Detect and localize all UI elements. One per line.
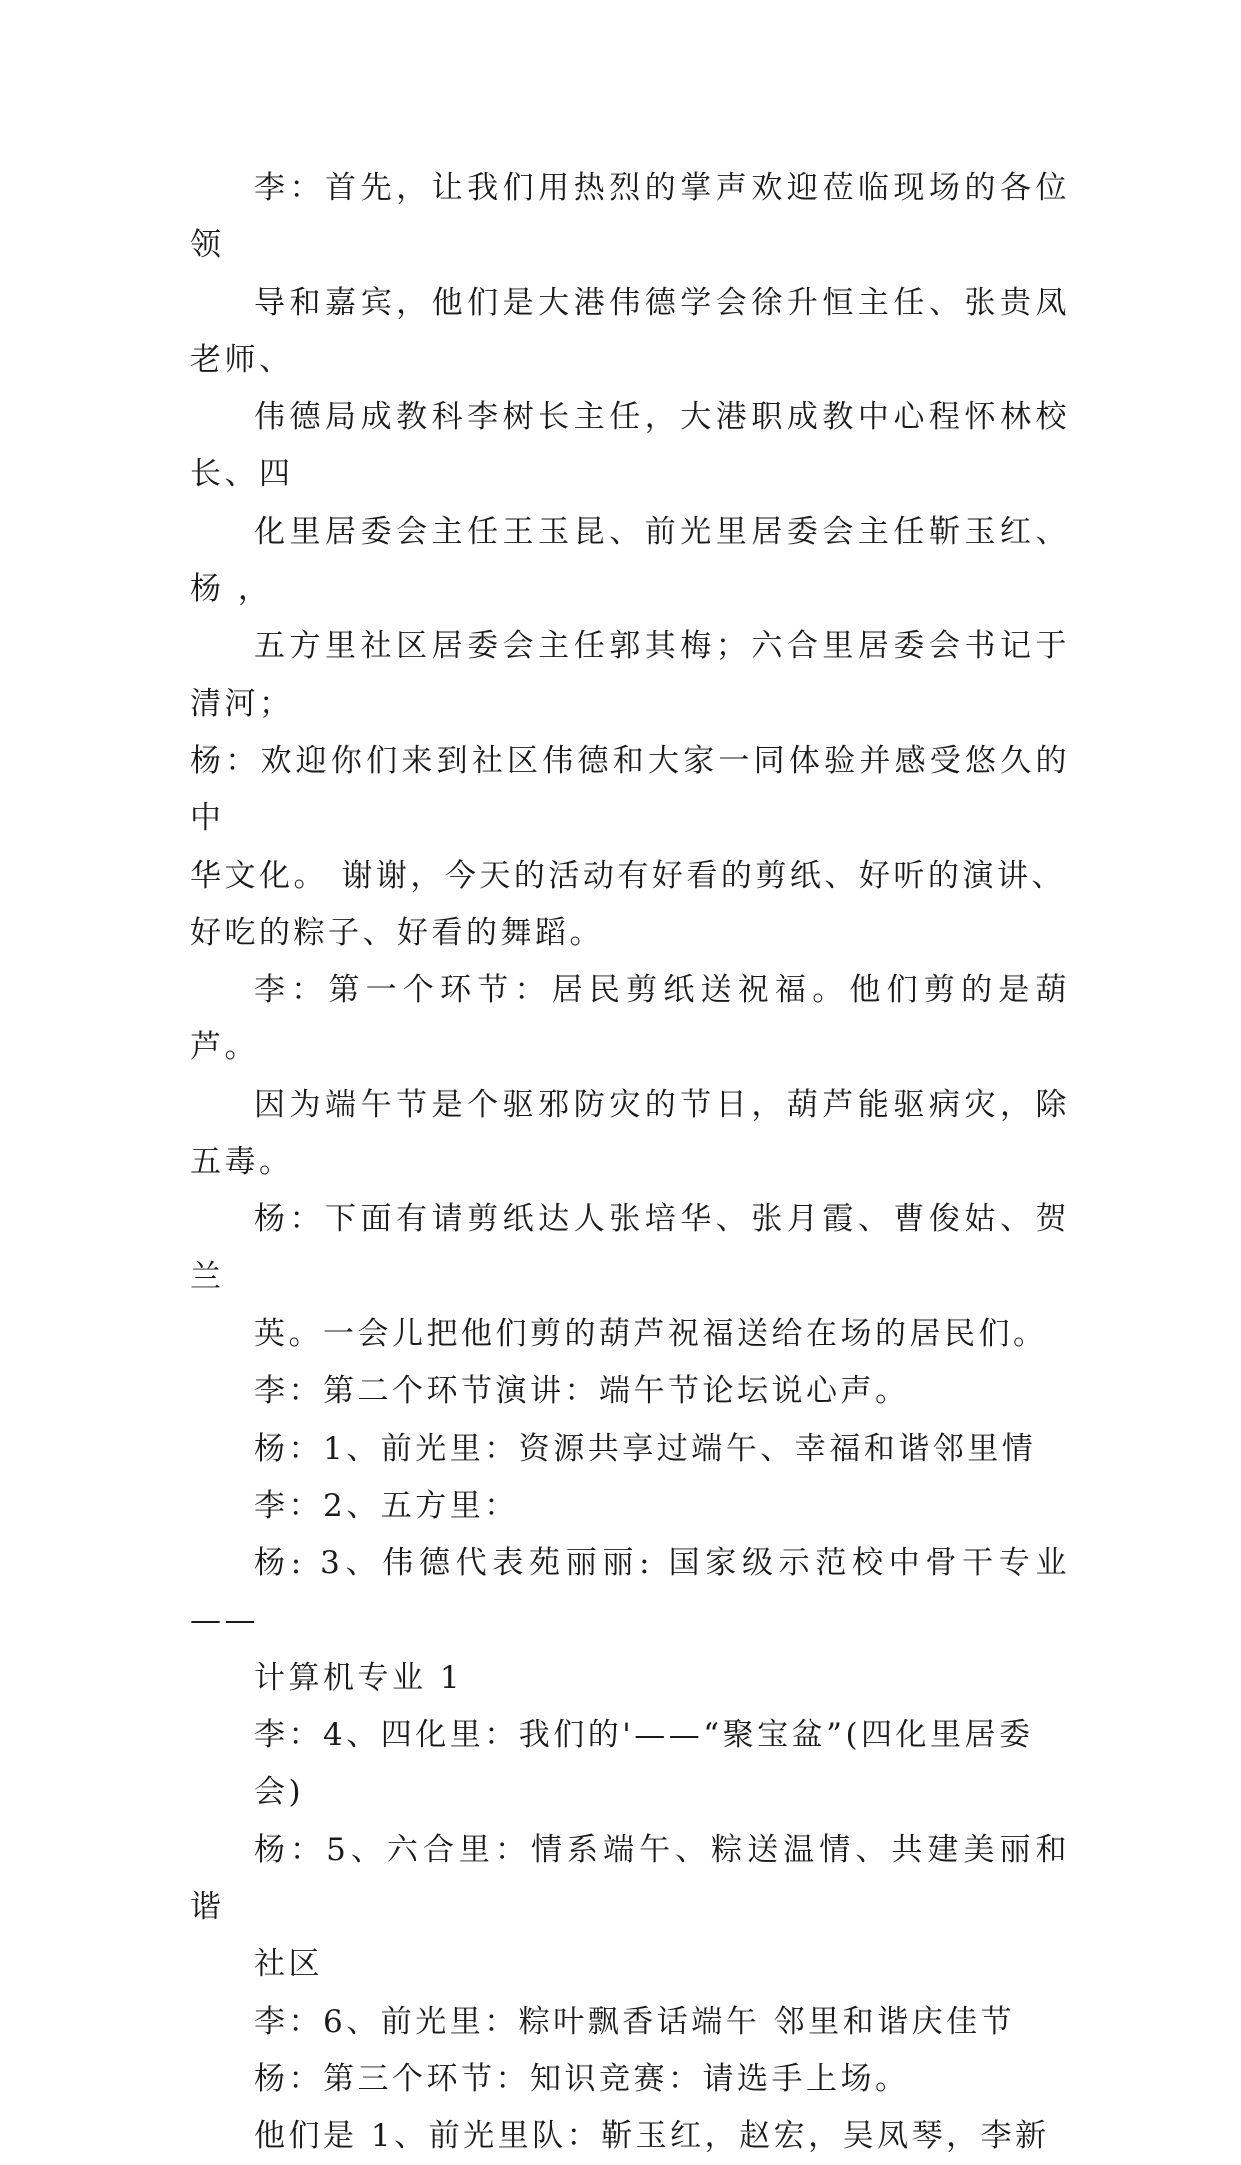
paragraph: [190, 1421, 1070, 1478]
text-line: 李：6、前光里：粽叶飘香话端午 邻里和谐庆佳节: [254, 2003, 1016, 2040]
paragraph: [190, 160, 1070, 733]
text-line: 杨：5、六合里：情系端午、粽送温情、共建美丽和谐: [190, 1831, 1070, 1925]
text-line: 因为端午节是个驱邪防灾的节日，葫芦能驱病灾，除五毒。: [190, 1086, 1070, 1181]
paragraph: [190, 1994, 1070, 2051]
text-line: 化里居委会主任王玉昆、前光里居委会主任靳玉红、杨 ，: [190, 513, 1070, 608]
text-line: 会): [254, 1774, 305, 1811]
text-line: 李：第二个环节演讲：端午节论坛说心声。: [254, 1373, 910, 1410]
paragraph: [190, 962, 1070, 1191]
text-line: 李：首先，让我们用热烈的掌声欢迎莅临现场的各位领: [190, 170, 1070, 264]
text-line: 李：2、五方里：: [254, 1487, 519, 1524]
text-line: 英。一会儿把他们剪的葫芦祝福送给在场的居民们。: [254, 1315, 1048, 1352]
text-line: 五方里社区居委会主任郭其梅；六合里居委会书记于清河；: [190, 628, 1070, 722]
paragraph: [190, 1707, 1070, 1822]
text-line: 计算机专业 1: [254, 1659, 464, 1696]
text-line: 他们是 1、前光里队：靳玉红，赵宏，吴凤琴，李新: [254, 2118, 1050, 2155]
paragraph: [190, 1535, 1070, 1707]
text-line: 杨：1、前光里：资源共享过端午、幸福和谐邻里情: [254, 1430, 1037, 1467]
text-line: 杨：欢迎你们来到社区伟德和大家一同体验并感受悠久的中: [190, 742, 1070, 837]
text-line: 李：4、四化里：我们的'——“聚宝盆”(四化里居委: [254, 1717, 1034, 1754]
text-line: 杨: 3、伟德代表苑丽丽: 国家级示范校中骨干专业——: [190, 1545, 1070, 1639]
paragraph: [190, 1822, 1070, 1994]
paragraph: [190, 1191, 1070, 1363]
paragraph: [190, 2051, 1070, 2108]
text-line: 杨：下面有请剪纸达人张培华、张月霞、曹俊姑、贺兰: [190, 1201, 1070, 1295]
text-line: 好吃的粽子、好看的舞蹈。: [190, 914, 604, 951]
paragraph: [190, 1478, 1070, 1535]
text-line: 导和嘉宾，他们是大港伟德学会徐升恒主任、张贵凤老师、: [190, 284, 1070, 378]
paragraph: [190, 733, 1070, 962]
paragraph: [190, 2108, 1070, 2165]
text-line: 杨：第三个环节：知识竞赛：请选手上场。: [254, 2060, 910, 2097]
paragraph: [190, 1363, 1070, 1420]
text-line: 华文化。 谢谢，今天的活动有好看的剪纸、好听的演讲、: [190, 857, 1066, 894]
text-line: 李：第一个环节：居民剪纸送祝福。他们剪的是葫芦。: [190, 972, 1070, 1066]
text-line: 社区: [254, 1946, 323, 1983]
text-line: 伟德局成教科李树长主任，大港职成教中心程怀林校长、四: [190, 399, 1070, 493]
document-body: [190, 160, 1070, 2165]
